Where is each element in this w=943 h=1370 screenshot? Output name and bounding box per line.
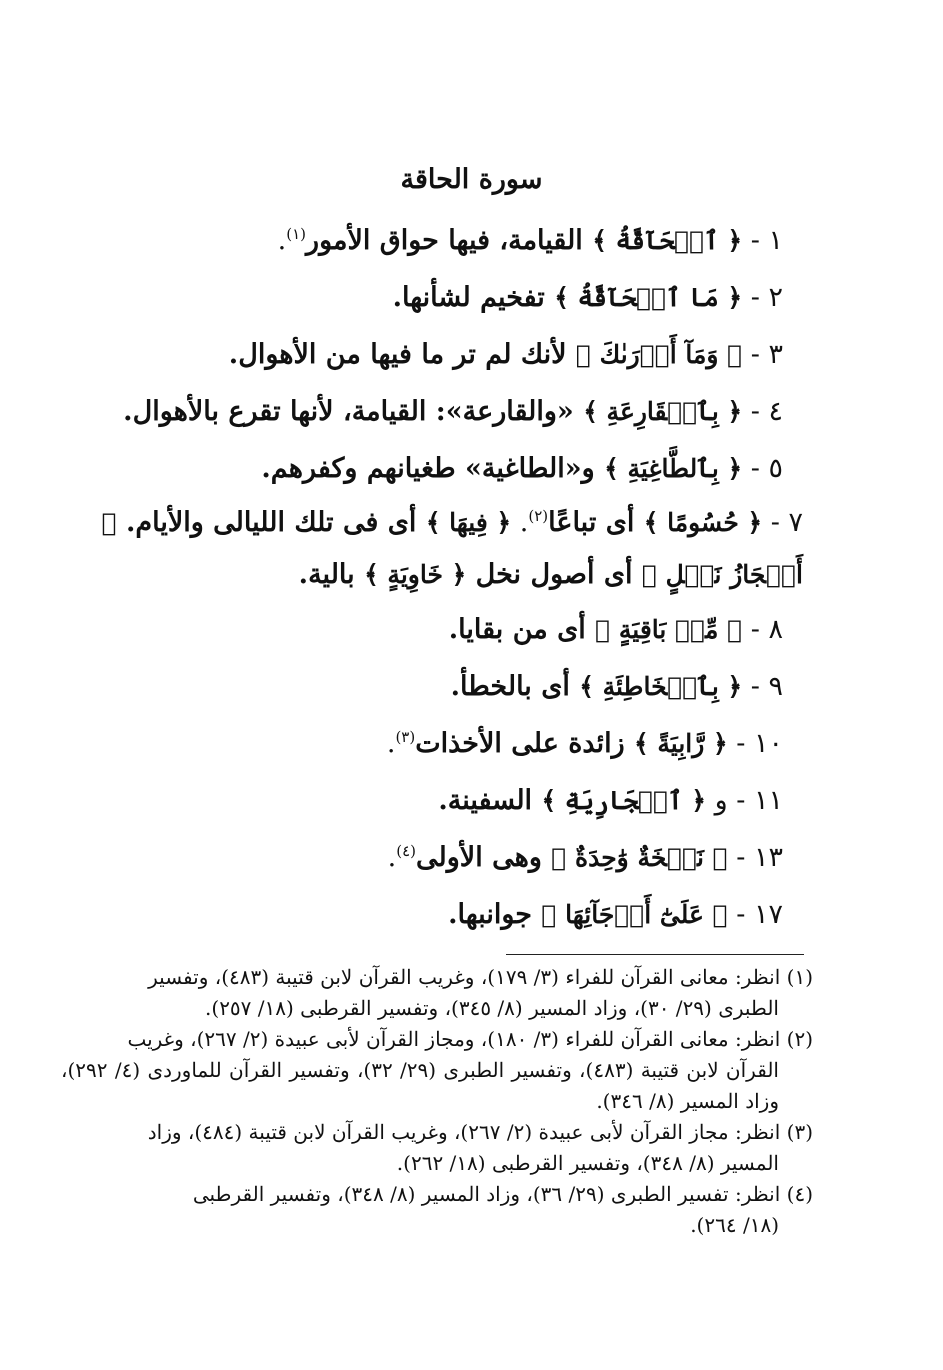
verse-number: ٤ - (750, 396, 783, 427)
quran-phrase: ﴿ ٱلۡحَآقَّةُ ﴾ (592, 226, 743, 255)
gloss-text: «والقارعة»: القيامة، لأنها تقرع بالأهوال. (123, 396, 584, 427)
gloss-text: السفينة. (438, 785, 542, 816)
quran-phrase: ﴿ بِٱلۡخَاطِئَةِ ﴾ (579, 672, 743, 701)
footnote-continuation: القرآن لابن قتيبة (٤٨٣)، وتفسير الطبرى (٢٩/ ٣٢)، وتفسير القرآن للماوردى (٤/ ٢٩٢)، وزاد المسير (٨/ ٣٤٦). (61, 1058, 779, 1113)
footnote-continuation: الطبرى (٢٩/ ٣٠)، وزاد المسير (٨/ ٣٤٥)، وتفسير القرطبى (١٨/ ٢٥٧). (205, 996, 779, 1020)
quran-phrase: ﴿ خَاوِيَةٍ ﴾ (364, 560, 467, 589)
footnote-marker[interactable]: (٣) (395, 728, 416, 746)
gloss-entry (73, 326, 783, 383)
verse-number: ١٧ - (736, 899, 783, 930)
footnote-marker[interactable]: (٤) (396, 842, 417, 860)
verse-number: ١٠ - (736, 728, 783, 759)
gloss-entry (73, 212, 783, 269)
gloss-entry (73, 383, 783, 440)
footnote-first-line: (١) انظر: معانى القرآن للفراء (٣/ ١٧٩)، وغريب القرآن لابن قتيبة (٤٨٣)، وتفسير (148, 965, 813, 989)
gloss-text: أى فى تلك الليالى والأيام. (116, 507, 426, 538)
footnote-first-line: (٣) انظر: مجاز القرآن لأبى عبيدة (٢/ ٢٦٧)، وغريب القرآن لابن قتيبة (٤٨٤)، وزاد (147, 1120, 813, 1144)
gloss-text: . (511, 507, 529, 538)
quran-phrase: ﴿ رَّابِيَةً ﴾ (634, 729, 728, 758)
gloss-entry (73, 886, 783, 943)
footnote-continuation: (١٨/ ٢٦٤). (690, 1213, 779, 1237)
gloss-entry (73, 829, 783, 886)
verse-number: ٨ - (750, 614, 783, 645)
verse-number: ١ - (750, 225, 783, 256)
gloss-text: تفخيم لشأنها. (392, 282, 555, 313)
footnote-marker[interactable]: (٢) (528, 507, 549, 525)
quran-phrase: ﴿ مَا ٱلۡحَآقَّةُ ﴾ (554, 283, 743, 312)
footnote-first-line: (٤) انظر: تفسير الطبرى (٢٩/ ٣٦)، وزاد المسير (٨/ ٣٤٨)، وتفسير القرطبى (192, 1182, 813, 1206)
gloss-entry (73, 440, 783, 497)
footnote (61, 1117, 813, 1179)
quran-phrase: ﴿ بِٱلطَّاغِيَةِ ﴾ (604, 454, 743, 483)
quran-phrase: ﴿ أَعۡجَازُ نَخۡلٍ ﴾ (101, 508, 803, 589)
footnote (61, 962, 813, 1024)
quran-phrase: ﴿ حُسُومًا ﴾ (643, 508, 763, 537)
gloss-text: وهى الأولى (416, 842, 552, 873)
gloss-entry (73, 772, 783, 829)
gloss-text: أى بالخطأ. (450, 671, 580, 702)
quran-phrase: ﴿ ٱلۡجَارِيَةِ ﴾ (541, 786, 707, 815)
gloss-entry (73, 715, 783, 772)
quran-phrase: ﴿ بِٱلۡقَارِعَةِ ﴾ (583, 397, 743, 426)
footnote-marker[interactable]: (١) (286, 225, 307, 243)
gloss-end: . (386, 728, 396, 759)
gloss-text: أى من بقايا. (448, 614, 596, 645)
footnote (61, 1024, 813, 1117)
gloss-entry (73, 601, 783, 658)
gloss-text: أى أصول نخل (466, 559, 642, 590)
footnotes (61, 962, 813, 1241)
gloss-end: . (387, 842, 397, 873)
gloss-entry (73, 658, 783, 715)
gloss-entry (73, 269, 783, 326)
footnote-divider (506, 954, 804, 955)
verse-number: ١٣ - (736, 842, 783, 873)
quran-phrase: ﴿ فِيهَا ﴾ (425, 508, 512, 537)
footnote-continuation: المسير (٨/ ٣٤٨)، وتفسير القرطبى (١٨/ ٢٦٢). (396, 1151, 779, 1175)
gloss-text: زائدة على الأخذات (415, 728, 635, 759)
verse-number: ٣ - (750, 339, 783, 370)
verse-number: ٥ - (750, 453, 783, 484)
verse-number: ١١ - و (714, 785, 783, 816)
verse-number: ٩ - (750, 671, 783, 702)
footnote (61, 1179, 813, 1241)
quran-phrase: ﴿ عَلَىٰٓ أَرۡجَآئِهَا ﴾ (541, 900, 728, 929)
surah-title: سورة الحاقة (400, 164, 543, 195)
gloss-text: أى تباعًا (548, 507, 644, 538)
quran-phrase: ﴿ نَفۡخَةٌ وَٰحِدَةٌ ﴾ (551, 843, 728, 872)
footnote-first-line: (٢) انظر: معانى القرآن للفراء (٣/ ١٨٠)، ومجاز القرآن لأبى عبيدة (٢/ ٢٦٧)، وغريب (127, 1027, 813, 1051)
gloss-end: . (277, 225, 287, 256)
gloss-text: جوانبها. (448, 899, 542, 930)
quran-phrase: ﴿ وَمَآ أَدۡرَىٰكَ ﴾ (575, 340, 743, 369)
gloss-text: القيامة، فيها حواق الأمور (306, 225, 593, 256)
gloss-text: و«الطاغية» طغيانهم وكفرهم. (261, 453, 605, 484)
gloss-text: بالية. (298, 559, 365, 590)
gloss-entry-multiline (43, 497, 803, 601)
verse-number: ٧ - (770, 507, 803, 538)
quran-phrase: ﴿ مِّنۢ بَاقِيَةٍ ﴾ (595, 615, 743, 644)
gloss-entries (73, 212, 803, 943)
verse-number: ٢ - (750, 282, 783, 313)
gloss-text: لأنك لم تر ما فيها من الأهوال. (228, 339, 576, 370)
